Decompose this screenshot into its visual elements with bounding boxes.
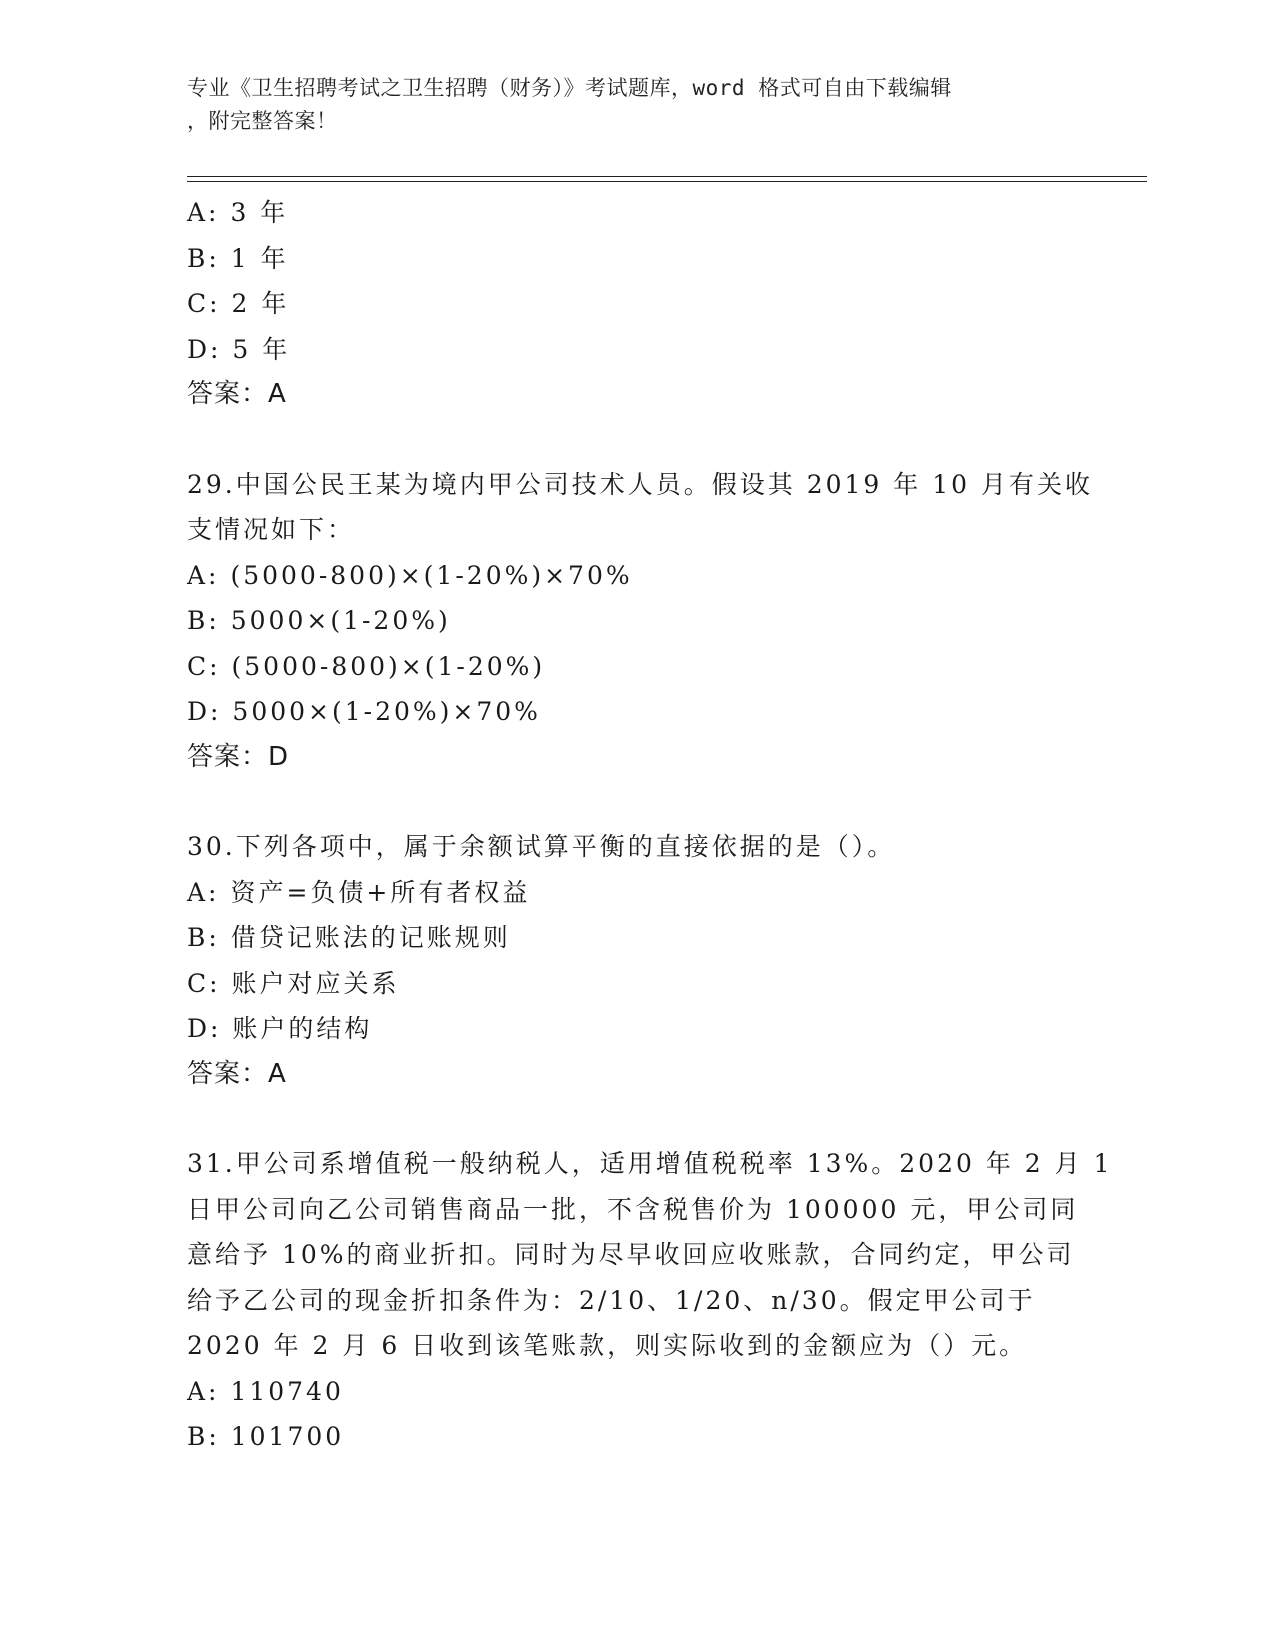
option-text: 账户对应关系 (231, 968, 400, 998)
option-label: A: (187, 877, 220, 907)
question-stem-line: 给予乙公司的现金折扣条件为：2/10、1/20、n/30。假定甲公司于 (187, 1285, 1036, 1315)
question-stem-line: 31.甲公司系增值税一般纳税人，适用增值税税率 13%。2020 年 2 月 1 (187, 1149, 1113, 1178)
question-stem-line: 29.中国公民王某为境内甲公司技术人员。假设其 2019 年 10 月有关收 (187, 469, 1093, 499)
option-text: 3 年 (230, 198, 289, 227)
prev-question-block (187, 190, 1087, 418)
question-stem-line: 支情况如下： (187, 515, 356, 544)
option-d (187, 1006, 1087, 1052)
option-label: A: (187, 198, 220, 227)
option-text: 账户的结构 (232, 1014, 373, 1043)
option-text: (5000-800)×(1-20%)×70% (230, 560, 633, 590)
question-stem (187, 462, 1093, 553)
option-d (187, 689, 1087, 735)
option-text: 借贷记账法的记账规则 (230, 923, 511, 952)
option-b (187, 236, 1087, 282)
option-label: B: (187, 923, 220, 952)
question-31 (187, 1141, 1113, 1460)
option-text: 资产=负债+所有者权益 (230, 877, 531, 907)
option-text: 5000×(1-20%) (230, 606, 451, 635)
option-label: C: (187, 289, 221, 318)
option-label: C: (187, 968, 221, 998)
option-label: B: (187, 1422, 220, 1451)
option-label: B: (187, 243, 220, 273)
option-text: 101700 (230, 1422, 345, 1451)
option-d (187, 327, 1087, 373)
option-b (187, 598, 1087, 644)
question-30 (187, 824, 1087, 1097)
header-rule-top (187, 176, 1147, 177)
question-29 (187, 462, 1093, 781)
option-text: 1 年 (230, 243, 289, 273)
option-c (187, 281, 1087, 327)
option-text: 2 年 (231, 289, 290, 318)
header-rule-bottom (187, 181, 1147, 182)
option-b (187, 915, 1087, 961)
option-label: A: (187, 560, 220, 590)
page-header (187, 72, 1067, 138)
option-a (187, 870, 1087, 916)
option-a (187, 190, 1087, 236)
option-a (187, 553, 1087, 599)
question-stem-line: 2020 年 2 月 6 日收到该笔账款，则实际收到的金额应为（）元。 (187, 1331, 1028, 1360)
option-label: A: (187, 1376, 220, 1406)
answer-line: 答案：A (187, 1058, 287, 1089)
option-text: 5000×(1-20%)×70% (232, 697, 541, 726)
question-stem-line: 意给予 10%的商业折扣。同时为尽早收回应收账款，合同约定，甲公司 (187, 1240, 1075, 1269)
option-text: (5000-800)×(1-20%) (231, 651, 546, 681)
question-stem (187, 1141, 1113, 1369)
option-label: D: (187, 334, 222, 364)
option-text: 110740 (230, 1376, 344, 1406)
question-stem (187, 824, 1087, 870)
header-line-1: 专业《卫生招聘考试之卫生招聘（财务）》考试题库，word 格式可自由下载编辑 (187, 76, 952, 100)
header-line-2: ，附完整答案！ (187, 109, 338, 133)
answer-line: 答案：A (187, 379, 287, 409)
option-text: 5 年 (232, 334, 291, 364)
answer-line: 答案：D (187, 741, 290, 772)
option-c (187, 961, 1087, 1007)
question-stem-line: 30.下列各项中，属于余额试算平衡的直接依据的是（）。 (187, 832, 896, 861)
option-b (187, 1414, 1087, 1460)
question-content (187, 190, 1113, 1460)
option-label: D: (187, 1014, 222, 1043)
option-c (187, 644, 1087, 690)
option-a (187, 1369, 1087, 1415)
option-label: D: (187, 697, 222, 726)
question-stem-line: 日甲公司向乙公司销售商品一批，不含税售价为 100000 元，甲公司同 (187, 1194, 1079, 1224)
option-label: B: (187, 606, 220, 635)
option-label: C: (187, 651, 221, 681)
